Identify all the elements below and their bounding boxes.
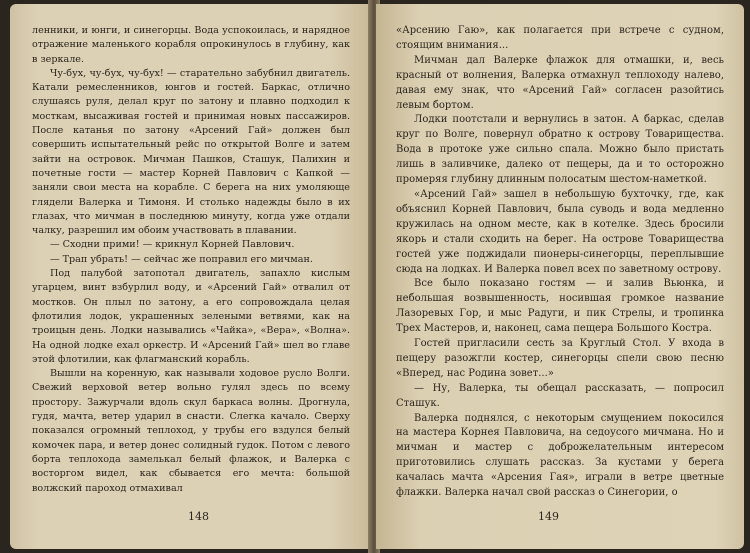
paragraph: Мичман дал Валерке флажок для отмашки, и, весь красный от волнения, Валерка отмахнул теплоходу налево, давая ему знак, что «Арсений Гай» согласен разойтись левым бортом. <box>396 54 724 111</box>
paragraph: — Ну, Валерка, ты обещал рассказать, — попросил Сташук. <box>396 382 724 409</box>
left-page <box>10 4 372 549</box>
left-page-text <box>32 24 350 496</box>
paragraph: Чу-бух, чу-бух, чу-бух! — старательно забубнил двигатель. Катали ремесленников, юнгов и гостей. Баркас, отлично слушаясь руля, делал круг по затону и плавно подходил к мосткам, высаживая гостей и принимая новых пассажиров. После катанья по затону «Арсений Гай» должен был совершить испытательный рейс по открытой Волге и затем зайти на островок. Мичман Пашков, Сташук, Палихин и почетные гости — мастер Корней Павлович с Капкой — заняли свои места на корабле. С берега на них умоляюще глядели Валерка и Тимоня. И столько надежды было в их глазах, что мичман в последнюю минуту, когда уже отдали чалку, разрешил им обоим участвовать в плавании. <box>32 67 350 237</box>
page-number: 148 <box>188 510 209 523</box>
paragraph: ленники, и юнги, и синегорцы. Вода успокоилась, и нарядное отражение маленького корабля опрокинулось в глубину, как в зеркале. <box>32 25 350 65</box>
right-page-text <box>396 24 724 501</box>
paragraph: «Арсений Гай» зашел в небольшую бухточку, где, как объяснил Корней Павлович, была суводь и вода медленно кружилась на одном месте, как в котелке. Здесь бросили якорь и стали сходить на берег. На острове Товарищества гостей уже поджидали пионеры-синегорцы, переплывшие сюда на лодках. И Валерка повел всех по заветному острову. <box>396 188 724 275</box>
paragraph: «Арсению Гаю», как полагается при встрече с судном, стоящим внимания... <box>396 25 724 51</box>
paragraph: Все было показано гостям — и залив Вьюнка, и небольшая возвышенность, носившая громкое название Лазоревых Гор, и мыс Радуги, и пик Стрелы, и тропинка Трех Мастеров, и, наконец, сама пещера Большого Костра. <box>396 278 724 335</box>
right-page <box>376 4 744 549</box>
paragraph: — Трап убрать! — сейчас же поправил его мичман. <box>50 253 313 265</box>
paragraph: Под палубой затопотал двигатель, запахло кислым угарцем, винт взбурлил воду, и «Арсений Гай» отвалил от мостков. Он плыл по затону, а его сопровождала целая флотилия лодок, украшенных зелеными ветвями, как на троицын день. Лодки назывались «Чайка», «Вера», «Волна». На одной лодке ехал оркестр. И «Арсений Гай» шел во главе этой флотилии, как флагманский корабль. <box>32 268 350 365</box>
paragraph: Вышли на коренную, как называли ходовое русло Волги. Свежий верховой ветер вольно гулял здесь по всему простору. Зажурчали вдоль скул баркаса волны. Дрогнула, гудя, мачта, ветер ударил в снасти. Слегка качало. Сверху показался огромный теплоход, у трубы его вздулся белый комочек пара, и ветер донес солидный гудок. Потом с левого борта теплохода замелькал белый флажок, и Валерка с восторгом видел, как сбывается его мечта: большой волжский пароход отмахивал <box>32 368 350 494</box>
paragraph: Гостей пригласили сесть за Круглый Стол. У входа в пещеру разожгли костер, синегорцы спели свою песню «Вперед, нас Родина зовет...» <box>396 338 724 379</box>
paragraph: Валерка поднялся, с некоторым смущением покосился на мастера Корнея Павловича, на седоусого мичмана. Но и мичман и мастер с доброжелательным интересом приготовились слушать рассказ. За кустами у берега качалась мачта «Арсения Гая», играли в ветре цветные флажки. Валерка начал свой рассказ о Синегории, о <box>396 412 724 499</box>
paragraph: Лодки поотстали и вернулись в затон. А баркас, сделав круг по Волге, повернул обратно к острову Товарищества. Вода в протоке уже сильно спала. Можно было пристать лишь в заливчике, далеко от пещеры, да и то осторожно промеряя глубину длинным полосатым шестом-наметкой. <box>396 114 724 186</box>
page-number: 149 <box>538 510 559 523</box>
paragraph: — Сходни прими! — крикнул Корней Павлович. <box>50 239 295 251</box>
